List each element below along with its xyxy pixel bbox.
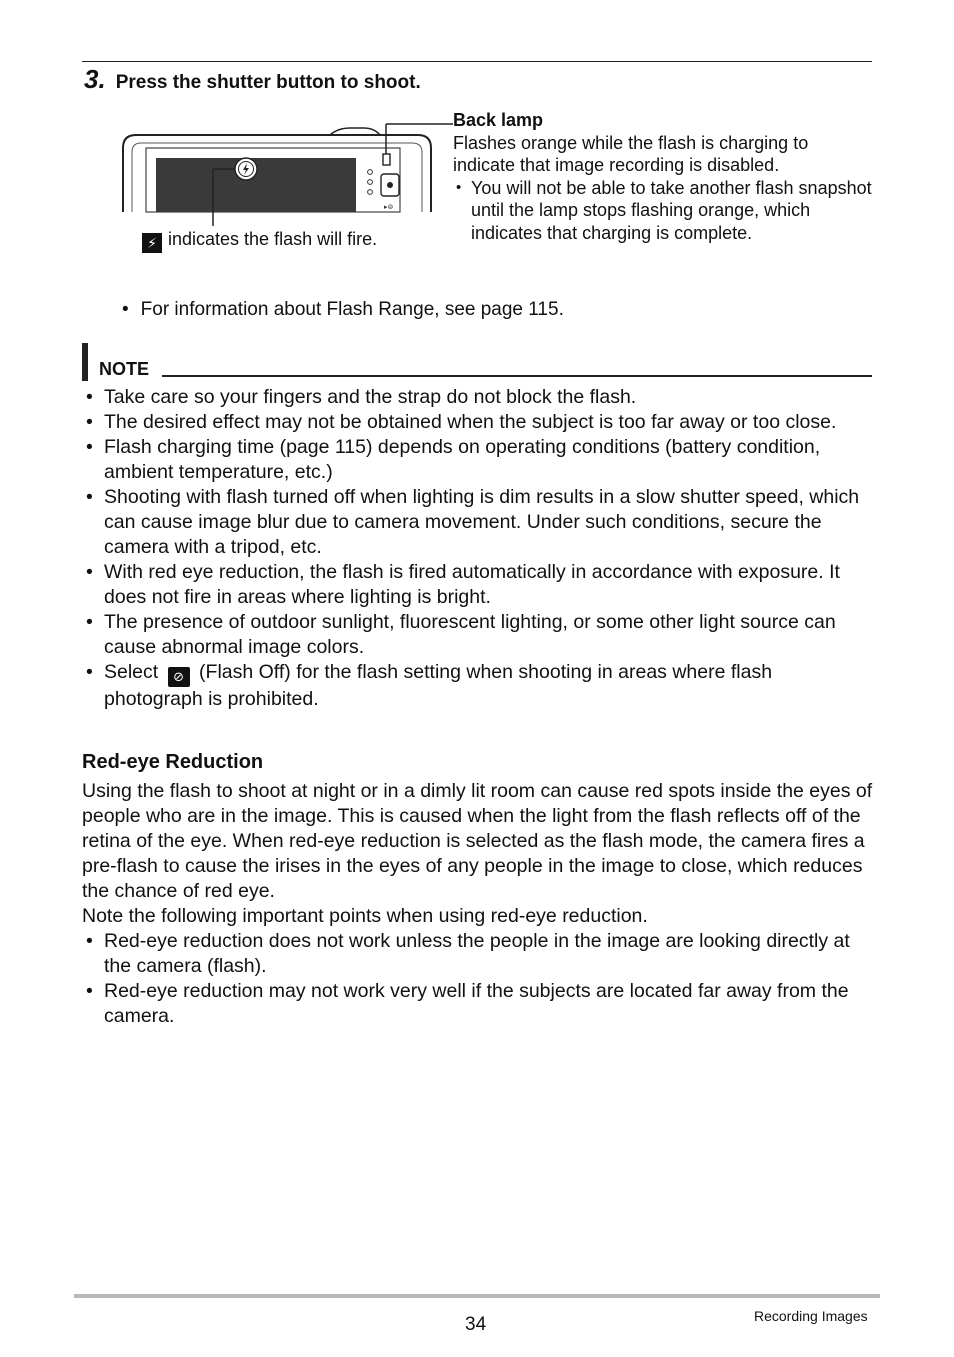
flash-indicator-icon [235,158,257,180]
back-lamp-title: Back lamp [453,110,544,130]
flash-icon: ⚡ [142,233,162,253]
step-number: 3. [84,64,106,94]
redeye-item: • Red-eye reduction does not work unless the people in the image are looking directly at the camera (flash). [82,929,874,979]
note-item: • Take care so your fingers and the strap do not block the flash. [82,385,872,410]
redeye-paragraph: Using the flash to shoot at night or in a dimly lit room can cause red spots inside the eyes of people who are in the image. This is caused when the light from the flash reflects off of the retina of the eye. When red-eye reduction is selected as the flash mode, the camera fires a pre-flash to cause the irises in the eyes of any people in the image to close, which reduces the chance of red eye. [82,780,873,902]
step-heading [84,64,421,95]
back-lamp-description: Flashes orange while the flash is charging to indicate that image recording is disabled. [453,132,809,175]
footer-section-title: Recording Images [754,1308,868,1324]
flash-caption [142,229,377,253]
note-item: • The desired effect may not be obtained when the subject is too far away or too close. [82,410,872,435]
note-item: • Shooting with flash turned off when lighting is dim results in a slow shutter speed, which can cause image blur due to camera movement. Under such conditions, secure the camera with a tripod, etc. [82,485,872,560]
info-bullet-text: For information about Flash Range, see page 115. [140,299,564,320]
note-rule [162,375,872,377]
back-lamp-callout [453,109,873,244]
top-rule [82,61,872,62]
note-marker [82,343,88,381]
page-number: 34 [465,1314,487,1335]
redeye-item: • Red-eye reduction may not work very well if the subjects are located far away from the camera. [82,979,874,1029]
section-title: Red-eye Reduction [82,751,264,773]
note-item-text-before: Select [104,661,159,683]
redeye-list [82,929,874,1029]
back-lamp-bullet: • You will not be able to take another flash snapshot until the lamp stops flashing orange, which indicates that charging is complete. [453,177,873,245]
redeye-paragraph: Note the following important points when using red-eye reduction. [82,905,648,927]
note-item: • The presence of outdoor sunlight, fluorescent lighting, or some other light source can cause abnormal image colors. [82,610,872,660]
note-label: NOTE [99,359,150,379]
note-item: • With red eye reduction, the flash is fired automatically in accordance with exposure. It does not fire in areas where lighting is bright. [82,560,872,610]
flash-off-icon: ⊘ [168,667,190,687]
svg-text:▸⊚: ▸⊚ [384,203,394,211]
step-text: Press the shutter button to shoot. [115,72,421,93]
flash-caption-text: indicates the flash will fire. [168,229,378,249]
info-bullet: • For information about Flash Range, see page 115. [122,299,564,320]
footer-rule [74,1294,880,1298]
redeye-body [82,779,874,1029]
note-list [82,385,872,712]
note-item-text-after: (Flash Off) for the flash setting when shooting in areas where flash photograph is prohibited. [104,661,773,710]
note-item [82,660,872,712]
back-lamp-icon [383,154,390,165]
camera-back-illustration [118,110,453,228]
note-item: • Flash charging time (page 115) depends on operating conditions (battery condition, ambient temperature, etc.) [82,435,872,485]
